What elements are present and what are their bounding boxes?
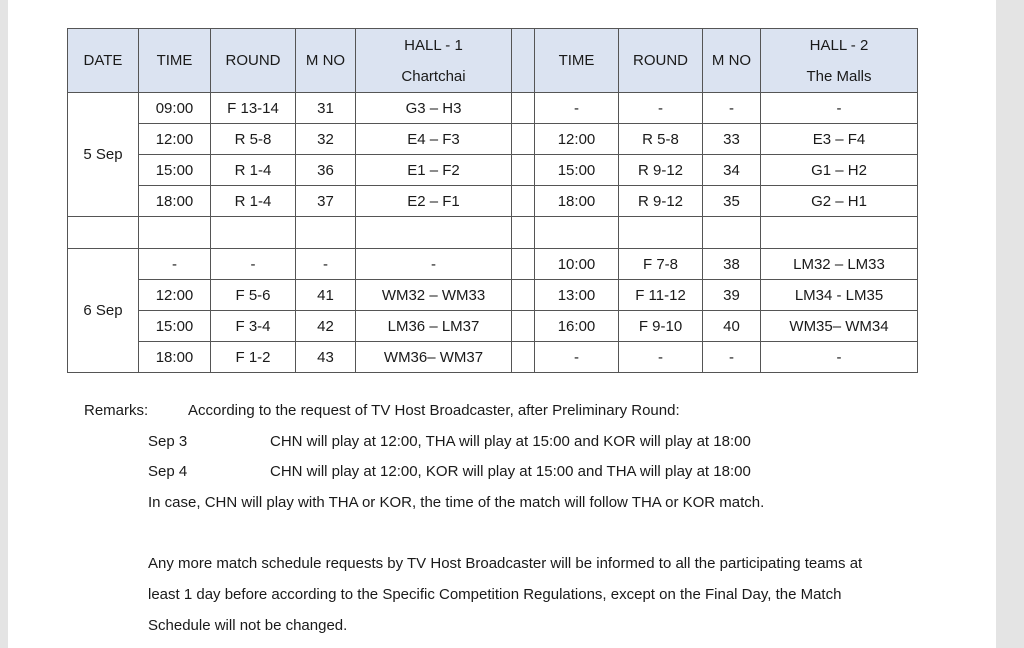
paragraph-line-3: Schedule will not be changed. [148,617,348,634]
table-row [68,93,918,124]
sep4-text: CHN will play at 12:00, KOR will play at 15:00 and THA will play at 18:00 [270,463,751,480]
match-cell: - [356,249,512,280]
header-mno-hall2: M NO [703,29,761,93]
mno-cell: 31 [296,93,356,124]
header-hall2 [761,29,918,93]
match-cell: - [761,342,918,373]
mno-cell: 39 [703,280,761,311]
paragraph-line-2: least 1 day before according to the Specific Competition Regulations, except on the Final Day, the Match [148,586,842,603]
match-cell: E4 – F3 [356,124,512,155]
header-time-hall2: TIME [535,29,619,93]
mno-cell: 36 [296,155,356,186]
table-row [68,280,918,311]
match-cell: WM32 – WM33 [356,280,512,311]
round-cell: - [619,93,703,124]
separator-cell [512,311,535,342]
mno-cell: - [703,342,761,373]
remarks-label: Remarks: [84,402,149,419]
round-cell: F 3-4 [211,311,296,342]
header-round-hall1: ROUND [211,29,296,93]
remarks-intro: According to the request of TV Host Broadcaster, after Preliminary Round: [188,402,680,419]
round-cell: R 1-4 [211,186,296,217]
mno-cell: 35 [703,186,761,217]
round-cell: F 1-2 [211,342,296,373]
spacer-row [68,217,918,249]
round-cell: R 9-12 [619,186,703,217]
time-cell: - [535,342,619,373]
round-cell: F 13-14 [211,93,296,124]
round-cell: F 9-10 [619,311,703,342]
round-cell: R 9-12 [619,155,703,186]
table-row [68,311,918,342]
separator-cell [512,155,535,186]
time-cell: 12:00 [535,124,619,155]
sep3-text: CHN will play at 12:00, THA will play at 15:00 and KOR will play at 18:00 [270,433,751,450]
header-mno-hall1: M NO [296,29,356,93]
mno-cell: 43 [296,342,356,373]
mno-cell: - [703,93,761,124]
match-cell: E2 – F1 [356,186,512,217]
separator-cell [512,186,535,217]
mno-cell: 32 [296,124,356,155]
incase-text: In case, CHN will play with THA or KOR, the time of the match will follow THA or KOR match. [148,494,765,511]
separator-cell [512,342,535,373]
match-cell: WM35– WM34 [761,311,918,342]
match-cell: G3 – H3 [356,93,512,124]
table-row [68,186,918,217]
table-row [68,155,918,186]
match-cell: G1 – H2 [761,155,918,186]
match-cell: LM34 - LM35 [761,280,918,311]
time-cell: 12:00 [139,280,211,311]
time-cell: 16:00 [535,311,619,342]
match-cell: G2 – H1 [761,186,918,217]
round-cell: F 5-6 [211,280,296,311]
match-cell: - [761,93,918,124]
mno-cell: 34 [703,155,761,186]
match-cell: WM36– WM37 [356,342,512,373]
time-cell: - [535,93,619,124]
mno-cell: 42 [296,311,356,342]
time-cell: 15:00 [139,155,211,186]
separator-cell [512,93,535,124]
time-cell: 18:00 [535,186,619,217]
round-cell: R 5-8 [619,124,703,155]
round-cell: R 1-4 [211,155,296,186]
document-page [8,0,996,648]
round-cell: - [211,249,296,280]
time-cell: 15:00 [535,155,619,186]
time-cell: 12:00 [139,124,211,155]
time-cell: 13:00 [535,280,619,311]
table-row [68,124,918,155]
round-cell: - [619,342,703,373]
time-cell: 18:00 [139,186,211,217]
round-cell: R 5-8 [211,124,296,155]
mno-cell: 37 [296,186,356,217]
match-schedule-table [67,28,918,373]
date-cell: 5 Sep [68,93,139,217]
header-separator [512,29,535,93]
paragraph-line-1: Any more match schedule requests by TV Host Broadcaster will be informed to all the participating teams at [148,555,863,572]
mno-cell: 38 [703,249,761,280]
table-row [68,342,918,373]
match-cell: LM32 – LM33 [761,249,918,280]
time-cell: - [139,249,211,280]
hall1-venue: Chartchai [401,67,466,85]
time-cell: 18:00 [139,342,211,373]
time-cell: 15:00 [139,311,211,342]
hall2-name: HALL - 2 [809,36,869,54]
header-hall1 [356,29,512,93]
match-cell: E1 – F2 [356,155,512,186]
mno-cell: 40 [703,311,761,342]
time-cell: 09:00 [139,93,211,124]
separator-cell [512,280,535,311]
mno-cell: 41 [296,280,356,311]
table-row [68,249,918,280]
header-time-hall1: TIME [139,29,211,93]
match-cell: LM36 – LM37 [356,311,512,342]
time-cell: 10:00 [535,249,619,280]
mno-cell: - [296,249,356,280]
separator-cell [512,124,535,155]
date-cell: 6 Sep [68,249,139,373]
mno-cell: 33 [703,124,761,155]
header-date: DATE [68,29,139,93]
header-round-hall2: ROUND [619,29,703,93]
match-cell: E3 – F4 [761,124,918,155]
round-cell: F 7-8 [619,249,703,280]
header-row [68,29,918,93]
round-cell: F 11-12 [619,280,703,311]
separator-cell [512,249,535,280]
hall2-venue: The Malls [806,67,872,85]
sep4-label: Sep 4 [148,463,188,480]
hall1-name: HALL - 1 [404,36,463,54]
sep3-label: Sep 3 [148,433,188,450]
